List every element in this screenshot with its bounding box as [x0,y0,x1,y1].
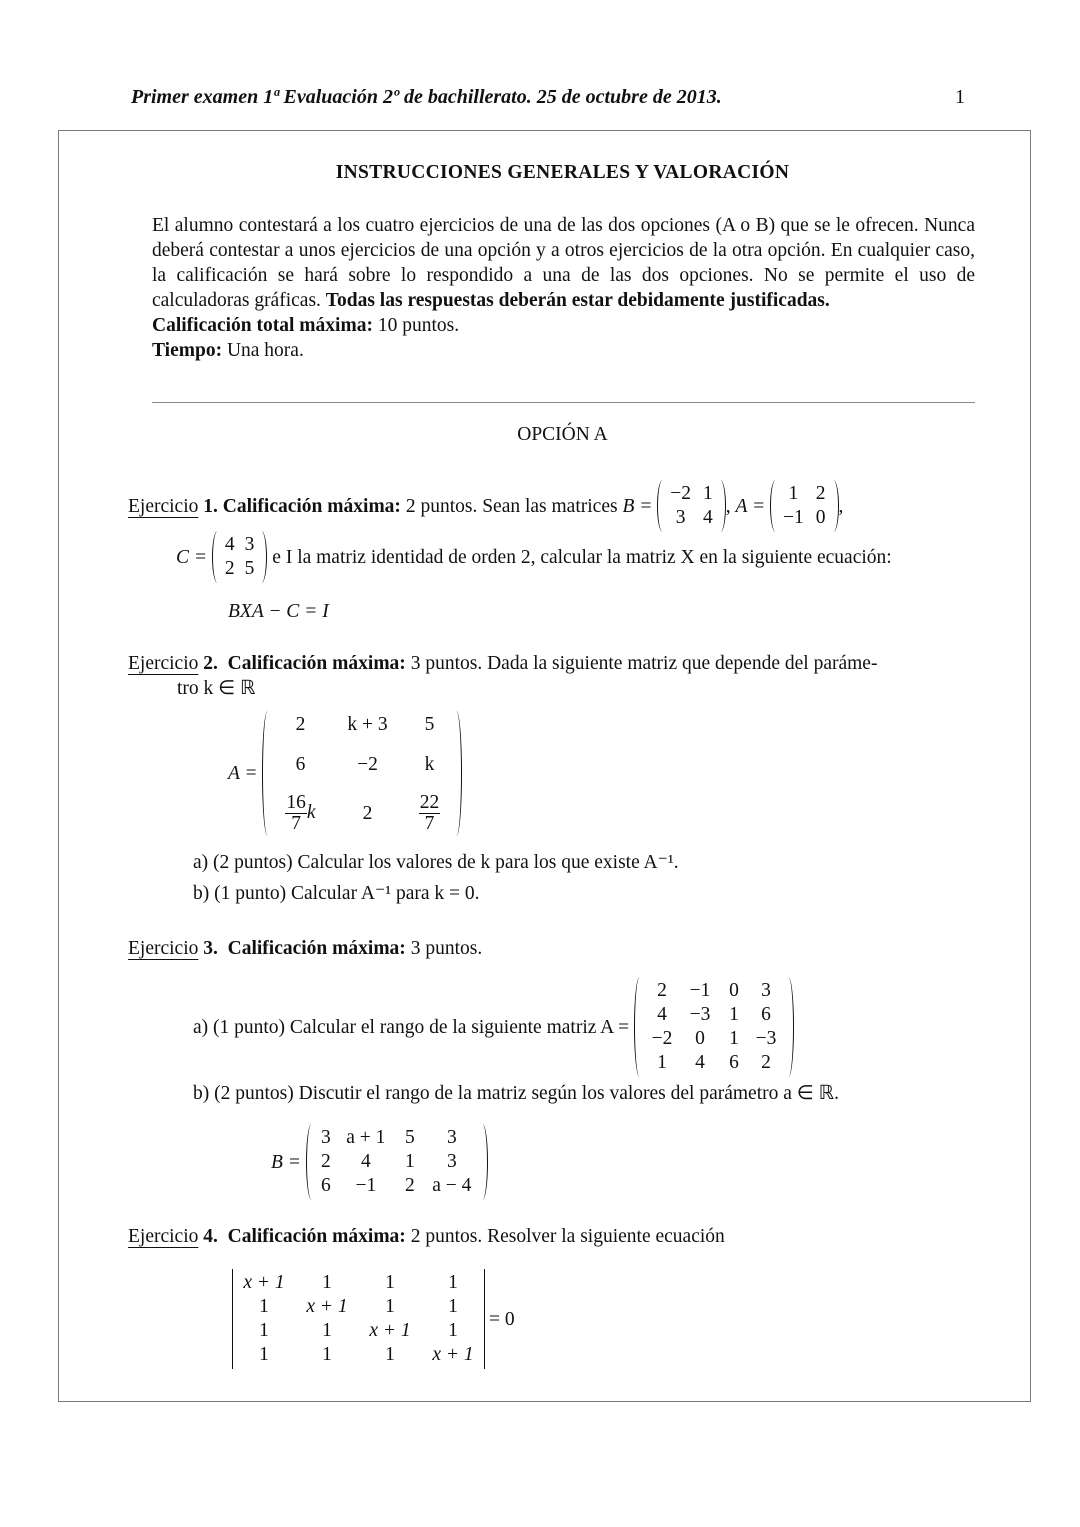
matrix-b-name: B = [271,1151,301,1173]
exercise-text: Dada la siguiente matriz que depende del paráme- [487,653,878,674]
part-b: b) (2 puntos) Discutir el rango de la matriz según los valores del parámetro a ∈ ℝ. [193,1083,839,1104]
page-number: 1 [955,86,965,108]
score-value: 3 puntos. [410,938,483,959]
max-score-value: 10 puntos. [377,315,460,336]
exercise-2 [128,651,978,906]
exam-title: Primer examen 1ª Evaluación 2º de bachillerato. 25 de octubre de 2013. [131,86,722,108]
exercise-number: 3. [203,938,218,959]
exercise-1: Ejercicio 1. Calificación máxima: 2 puntos. Sean las matrices B = −2 1 3 4 , A = 1 2 −1 0 , C = 4 3 2 5 e I la matriz identidad de orden 2, calcular la matriz X en la siguiente ecuación: BXA − C = I [128,481,978,624]
matrix-a: 1 2 −1 0 [770,480,839,532]
page-header [131,86,965,109]
time-value: Una hora. [226,340,304,361]
exercise-label: Ejercicio [128,653,199,674]
part-a: a) (2 puntos) Calcular los valores de k para los que existe A⁻¹. [193,852,679,873]
exercise-text: e I la matriz identidad de orden 2, calcular la matriz X en la siguiente ecuación: [272,546,892,568]
exercise-3 [128,936,978,1200]
equals-zero: = 0 [489,1308,515,1330]
matrix-b: −2 1 3 4 [657,480,726,532]
score-value: 2 puntos. [405,495,478,517]
matrix-b-name: B = [622,495,653,517]
score-value: 3 puntos. [410,653,483,674]
matrix-c-name: C = [176,546,208,568]
score-label: Calificación máxima: [227,653,406,674]
exercise-4 [128,1224,978,1369]
instructions-title: INSTRUCCIONES GENERALES Y VALORACIÓN [335,162,790,183]
exercise-text: Resolver la siguiente ecuación [487,1226,725,1247]
instructions-text: El alumno contestará a los cuatro ejercicios de una de las dos opciones (A o B) que se le ofrecen. Nunca deberá contestar a unos ejercicios de una opción y a otros ejercicios de la otra opción. En cualquier caso, la calificación se hará sobre lo respondido a una de las dos opciones. No se permite el uso de calculadoras gráficas. [152,215,975,311]
instructions-bold-text: Todas las respuestas deberán estar debidamente justificadas. [325,290,830,311]
matrix-a: 2 k + 3 5 6 −2 k $\frac{16}{7}$ k 2 $\frac{22}{7}$ [262,711,462,836]
matrix-a: 2 −1 0 3 4 −3 1 6 −2 0 1 −3 1 4 6 2 [634,977,794,1077]
exercise-number: 1. [203,495,218,517]
exercise-label: Ejercicio [128,938,199,959]
exercise-label: Ejercicio [128,1226,199,1247]
matrix-c: 4 3 2 5 [212,531,268,583]
section-divider [152,402,975,403]
instructions-body [152,213,975,363]
determinant: x + 1 1 1 1 1 x + 1 1 1 1 1 x + 1 1 1 1 1 x + 1 [228,1269,489,1369]
score-value: 2 puntos. [410,1226,483,1247]
score-label: Calificación máxima: [227,1226,406,1247]
part-a: a) (1 punto) Calcular el rango de la siguiente matriz A = [193,1016,630,1038]
score-label: Calificación máxima: [222,495,401,517]
max-score-label: Calificación total máxima: [152,315,373,336]
part-b: b) (1 punto) Calcular A⁻¹ para k = 0. [193,883,480,904]
matrix-a-name: A = [228,763,258,784]
matrix-a-name: A = [735,495,766,517]
time-label: Tiempo: [152,340,223,361]
score-label: Calificación máxima: [227,938,406,959]
exercise-number: 2. [203,653,218,674]
exercise-number: 4. [203,1226,218,1247]
option-title: OPCIÓN A [517,424,608,445]
equation: BXA − C = I [228,601,329,622]
exercise-text-cont: tro k ∈ ℝ [177,678,256,699]
matrix-b: 3 a + 1 5 3 2 4 1 3 6 −1 2 a − 4 [306,1124,488,1200]
exercise-label: Ejercicio [128,495,199,517]
exercise-text: Sean las matrices [482,495,618,517]
